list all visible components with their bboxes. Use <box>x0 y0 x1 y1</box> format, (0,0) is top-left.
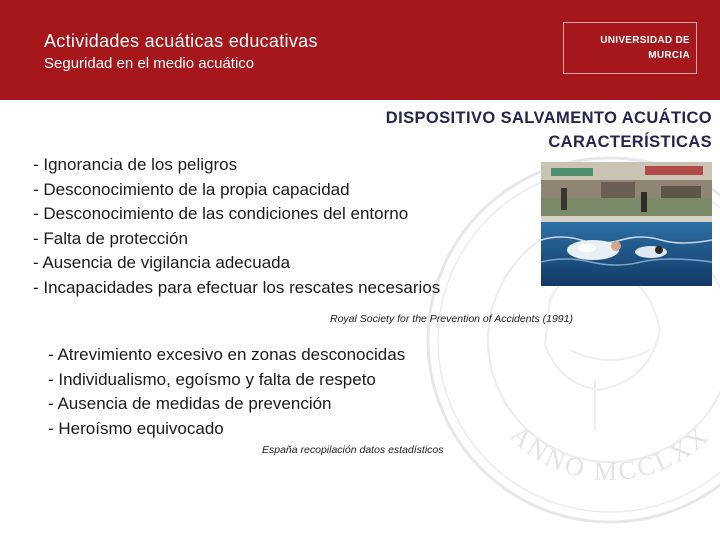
list-item: - Incapacidades para efectuar los rescates necesarios <box>33 277 441 297</box>
section-title <box>386 106 712 154</box>
pool-rescue-photo <box>541 162 712 286</box>
section-title-line-1: DISPOSITIVO SALVAMENTO ACUÁTICO <box>385 109 712 127</box>
header-title: Actividades acuáticas educativas <box>44 31 318 51</box>
section-title-line-2: CARACTERÍSTICAS <box>548 133 712 151</box>
source-citation-2: España recopilación datos estadísticos <box>262 444 444 456</box>
list-item: - Ignorancia de los peligros <box>33 155 238 174</box>
risk-factors-list-2 <box>48 343 405 441</box>
risk-factors-list-1 <box>33 153 440 300</box>
university-logo <box>563 22 697 74</box>
list-item: - Ausencia de vigilancia adecuada <box>33 253 291 272</box>
list-item: - Heroísmo equivocado <box>48 418 224 438</box>
list-item: - Individualismo, egoísmo y falta de respeto <box>48 369 376 389</box>
svg-text:ANNO MCCLXX <box>505 420 716 486</box>
seal-text: ANNO MCCLXX <box>504 419 716 487</box>
header-subtitle: Seguridad en el medio acuático <box>44 55 255 72</box>
source-citation-1: Royal Society for the Prevention of Accidents (1991) <box>330 313 573 325</box>
list-item: - Desconocimiento de las condiciones del entorno <box>33 204 409 223</box>
header-bar <box>0 0 720 100</box>
logo-line-1: UNIVERSIDAD DE <box>600 35 690 46</box>
list-item: - Desconocimiento de la propia capacidad <box>33 179 350 199</box>
list-item: - Ausencia de medidas de prevención <box>48 394 332 413</box>
logo-line-2: MURCIA <box>648 50 690 61</box>
list-item: - Atrevimiento excesivo en zonas desconocidas <box>48 345 406 364</box>
list-item: - Falta de protección <box>33 228 188 248</box>
